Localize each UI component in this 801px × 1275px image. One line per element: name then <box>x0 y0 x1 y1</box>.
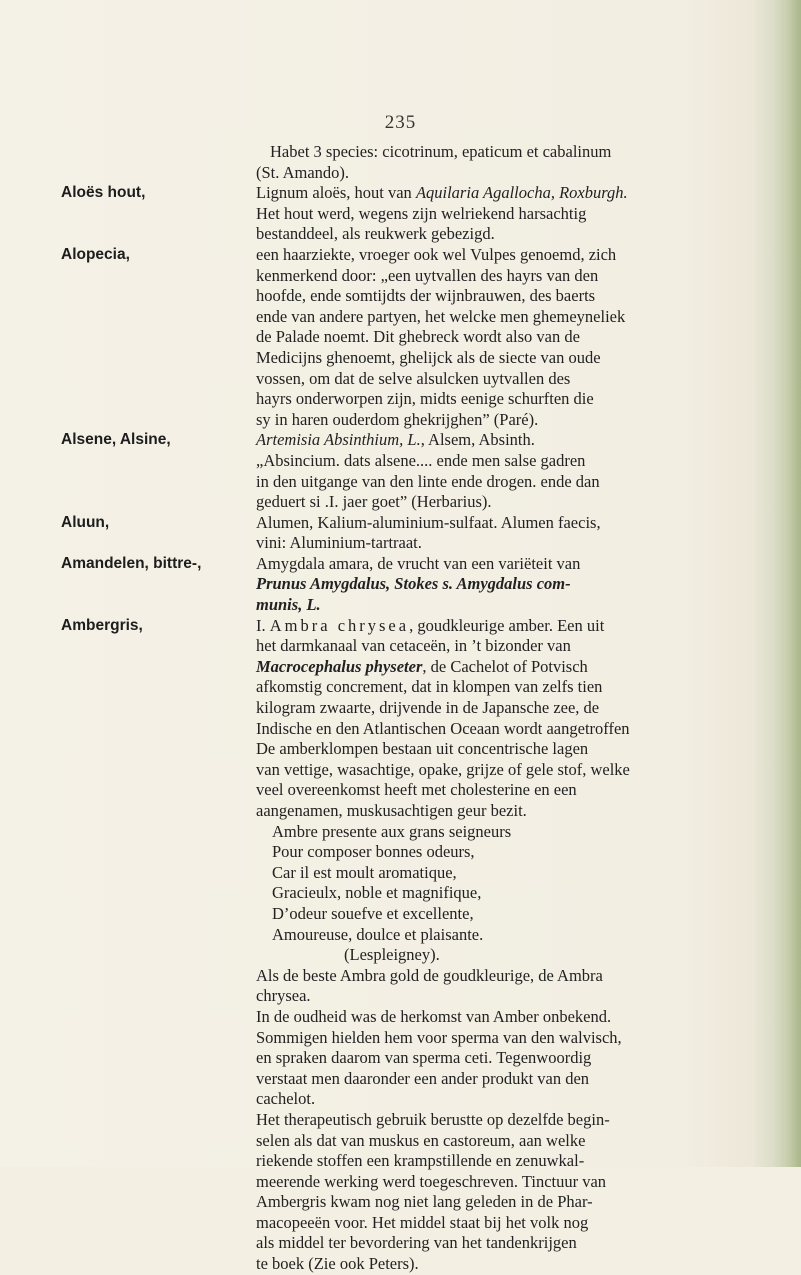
entry-body <box>256 513 741 554</box>
text-line: riekende stoffen een krampstillende en zenuwkal- <box>256 1151 585 1171</box>
text-line <box>256 657 741 678</box>
text-line: kenmerkend door: „een uytvallen des hayrs van den <box>256 265 599 285</box>
text-line: Sommigen hielden hem voor sperma van den walvisch, <box>256 1027 622 1047</box>
text-line: Medicijns ghenoemt, ghelijck als de siecte van oude <box>256 347 601 367</box>
text-line: (St. Amando). <box>256 162 350 182</box>
entry-headword: Aloës hout, <box>61 184 146 202</box>
dictionary-entries <box>61 142 741 1275</box>
entry-alsene <box>61 430 741 512</box>
page-number: 235 <box>384 112 417 133</box>
species-name: Macrocephalus physeter <box>256 656 423 676</box>
poem-line: D’odeur souefve et excellente, <box>272 903 474 923</box>
text-line: chrysea. <box>256 986 311 1006</box>
text-line: te boek (Zie ook Peters). <box>256 1254 419 1274</box>
text-line: als middel ter bevordering van het tandenkrijgen <box>256 1233 577 1253</box>
entry-alopecia <box>61 245 741 430</box>
text-span: , de Cachelot of Potvisch <box>422 656 588 676</box>
text-line: selen als dat van muskus en castoreum, aan welke <box>256 1130 586 1150</box>
entry-aluun <box>61 513 741 554</box>
poem-quote <box>256 822 741 966</box>
text-line: het darmkanaal van cetaceën, in ’t bizonder van <box>256 636 571 656</box>
entry-body <box>256 245 741 430</box>
text-span: , goudkleurige amber. Een uit <box>409 615 605 635</box>
entry-body <box>256 183 741 245</box>
text-line: Ambergris kwam nog niet lang geleden in de Phar- <box>256 1192 593 1212</box>
entry-headword <box>61 142 256 183</box>
text-line: en spraken daarom van sperma ceti. Tegenwoordig <box>256 1048 592 1068</box>
entry-headword: Aluun, <box>61 513 110 531</box>
text-line: hoofde, ende somtijdts der wijnbrauwen, des baerts <box>256 286 596 306</box>
entry-headword: Amandelen, bittre-, <box>61 554 202 572</box>
text-line: hayrs onderworpen zijn, midts eenige schurften die <box>256 389 594 409</box>
text-line: Amygdala amara, de vrucht van een variëteit van <box>256 553 581 573</box>
text-line: Alumen, Kalium-aluminium-sulfaat. Alumen faecis, <box>256 512 601 532</box>
text-line: aangenamen, muskusachtigen geur bezit. <box>256 801 527 820</box>
entry-headword: Alsene, Alsine, <box>61 431 171 449</box>
poem-line: Pour composer bonnes odeurs, <box>272 842 475 862</box>
entry-aloes-hout <box>61 183 741 245</box>
text-line: Het hout werd, wegens zijn welriekend harsachtig <box>256 203 587 223</box>
text-span: I. <box>256 615 270 635</box>
entry-habet <box>61 142 741 183</box>
text-line <box>256 616 741 637</box>
poem-line: Ambre presente aux grans seigneurs <box>272 821 512 841</box>
text-line: vini: Aluminium-tartraat. <box>256 533 422 553</box>
text-line: sy in haren ouderdom ghekrijghen” (Paré). <box>256 409 539 429</box>
text-line: ende van andere partyen, het welcke men ghemeyneliek <box>256 306 626 326</box>
text-line: bestanddeel, als reukwerk gebezigd. <box>256 224 495 244</box>
text-line: meerende werking werd toegeschreven. Tinctuur van <box>256 1171 607 1191</box>
text-span: Lignum aloës, hout van <box>256 183 416 203</box>
text-line: geduert si .I. jaer goet” (Herbarius). <box>256 492 492 512</box>
text-line: In de oudheid was de herkomst van Amber onbekend. <box>256 1006 612 1026</box>
text-line: veel overeenkomst heeft met cholesterine en een <box>256 780 577 800</box>
entry-headword: Ambergris, <box>61 616 143 634</box>
page-binding-edge <box>755 0 801 1167</box>
text-line: de Palade noemt. Dit ghebreck wordt also van de <box>256 327 580 347</box>
text-line: Als de beste Ambra gold de goudkleurige, de Ambra <box>256 965 603 985</box>
text-line: De amberklompen bestaan uit concentrische lagen <box>256 739 589 759</box>
entry-body <box>256 142 741 183</box>
text-line: Indische en den Atlantischen Oceaan wordt aangetroffen <box>256 718 630 738</box>
text-line: afkomstig concrement, dat in klompen van zelfs tien <box>256 677 603 697</box>
text-line: vossen, om dat de selve alsulcken uytvallen des <box>256 368 571 388</box>
text-line: „Absincium. dats alsene.... ende men salse gadren <box>256 450 586 470</box>
text-line: Habet 3 species: cicotrinum, epaticum et cabalinum <box>270 142 612 161</box>
entry-ambergris <box>61 616 741 1275</box>
species-name: Artemisia Absinthium, L. <box>256 430 421 450</box>
entry-body <box>256 554 741 616</box>
text-span: , Alsem, Absinth. <box>420 430 535 450</box>
species-name: Aquilaria Agallocha, Roxburgh. <box>415 183 628 203</box>
text-line: van vettige, wasachtige, opake, grijze of gele stof, welke <box>256 759 630 779</box>
text-line: Het therapeutisch gebruik berustte op dezelfde begin- <box>256 1109 610 1129</box>
text-line: in den uitgange van den linte ende drogen. ende dan <box>256 471 600 491</box>
text-line: verstaat men daaronder een ander produkt van den <box>256 1068 590 1088</box>
text-line <box>256 183 741 204</box>
entry-headword: Alopecia, <box>61 245 130 263</box>
poem-line: Gracieulx, noble et magnifique, <box>272 883 482 903</box>
species-name: munis, L. <box>256 595 321 615</box>
text-line: cachelot. <box>256 1089 316 1109</box>
entry-body <box>256 430 741 512</box>
text-line: macopeeën voor. Het middel staat bij het volk nog <box>256 1212 589 1232</box>
entry-amandelen <box>61 554 741 616</box>
text-line: kilogram zwaarte, drijvende in de Japansche zee, de <box>256 698 600 718</box>
entry-body <box>256 616 741 1275</box>
text-line <box>256 430 741 451</box>
spaced-term: Ambra chrysea <box>269 615 410 635</box>
species-name: Prunus Amygdalus, Stokes s. Amygdalus com- <box>256 574 571 594</box>
poem-line: Amoureuse, doulce et plaisante. <box>272 924 484 944</box>
poem-citation: (Lespleigney). <box>344 945 440 965</box>
text-line: een haarziekte, vroeger ook wel Vulpes genoemd, zich <box>256 244 617 264</box>
poem-line: Car il est moult aromatique, <box>272 862 457 882</box>
